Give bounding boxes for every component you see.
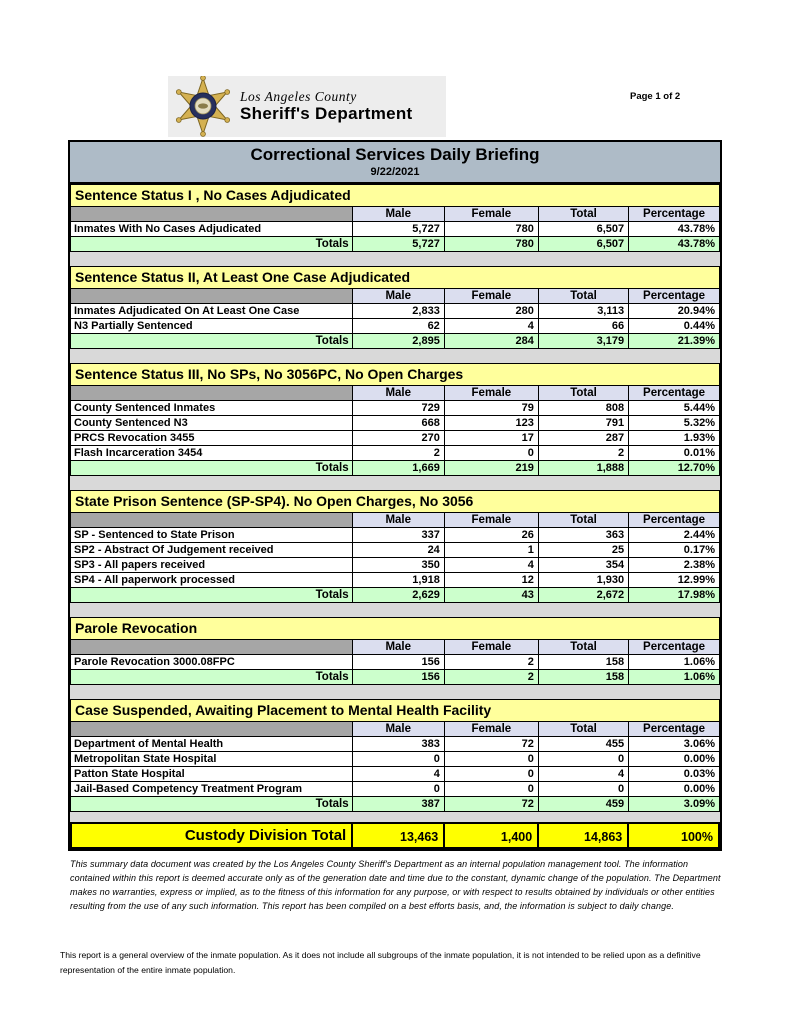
section-title-row: [71, 700, 720, 722]
cell-female: 284: [444, 334, 538, 349]
column-header-row: [71, 640, 720, 655]
column-header-blank: [71, 640, 353, 655]
cell-total: 287: [538, 431, 628, 446]
cell-percentage: 5.44%: [629, 401, 720, 416]
column-header: Total: [538, 386, 628, 401]
cell-female: 0: [444, 782, 538, 797]
column-header: Female: [444, 513, 538, 528]
column-header: Percentage: [629, 513, 720, 528]
table-row: [71, 767, 720, 782]
cell-male: 350: [352, 558, 444, 573]
cell-male: 156: [352, 655, 444, 670]
table-row: [71, 573, 720, 588]
section-table: [70, 617, 720, 685]
cell-total: 363: [538, 528, 628, 543]
table-row: [71, 528, 720, 543]
cell-percentage: 2.38%: [629, 558, 720, 573]
totals-row: [71, 237, 720, 252]
cell-male: 387: [352, 797, 444, 812]
cell-total: 0: [538, 782, 628, 797]
sections-host: [70, 184, 720, 812]
column-header-blank: [71, 722, 353, 737]
cell-total: 808: [538, 401, 628, 416]
column-header: Total: [538, 513, 628, 528]
cell-percentage: 3.09%: [629, 797, 720, 812]
page-number-label: Page 1 of 2: [630, 91, 681, 102]
cell-percentage: 3.06%: [629, 737, 720, 752]
cell-percentage: 1.06%: [629, 670, 720, 685]
section-title: State Prison Sentence (SP-SP4). No Open Charges, No 3056: [71, 491, 720, 513]
totals-row: [71, 588, 720, 603]
cell-percentage: 1.93%: [629, 431, 720, 446]
row-label: Totals: [71, 670, 353, 685]
cell-female: 280: [444, 304, 538, 319]
column-header: Percentage: [629, 722, 720, 737]
column-header: Total: [538, 207, 628, 222]
cell-female: 219: [444, 461, 538, 476]
cell-male: 156: [352, 670, 444, 685]
column-header-row: [71, 289, 720, 304]
cell-male: 5,727: [352, 237, 444, 252]
row-label: SP - Sentenced to State Prison: [71, 528, 353, 543]
table-row: [71, 222, 720, 237]
section-title-row: [71, 491, 720, 513]
cell-total: 158: [538, 655, 628, 670]
cell-total: 791: [538, 416, 628, 431]
column-header: Male: [352, 289, 444, 304]
cell-male: 729: [352, 401, 444, 416]
row-label: PRCS Revocation 3455: [71, 431, 353, 446]
column-header: Female: [444, 289, 538, 304]
section-table: [70, 184, 720, 252]
table-row: [71, 401, 720, 416]
section-table: [70, 363, 720, 476]
column-header: Female: [444, 386, 538, 401]
section-title: Sentence Status III, No SPs, No 3056PC, No Open Charges: [71, 364, 720, 386]
cell-female: 12: [444, 573, 538, 588]
row-label: Totals: [71, 797, 353, 812]
custody-division-total-table: [70, 822, 720, 849]
cell-male: 270: [352, 431, 444, 446]
table-row: [71, 431, 720, 446]
column-header-row: [71, 722, 720, 737]
cell-female: 17: [444, 431, 538, 446]
column-header: Male: [352, 640, 444, 655]
cell-percentage: 5.32%: [629, 416, 720, 431]
cell-female: 43: [444, 588, 538, 603]
row-label: Inmates With No Cases Adjudicated: [71, 222, 353, 237]
table-row: [71, 543, 720, 558]
cell-female: 123: [444, 416, 538, 431]
column-header: Male: [352, 386, 444, 401]
row-label: SP3 - All papers received: [71, 558, 353, 573]
cell-total: 66: [538, 319, 628, 334]
disclaimer-text: This summary data document was created by the Los Angeles County Sheriff's Department as an internal population management tool. The information contained within this report is deemed accurate only as of the generation date and time due to the constant, dynamic change of the population. The Department makes no warranties, express or implied, as to the fitness of this information for any purpose, or with respect to results obtained by individuals or other entities resulting from the use of any such information. This report has been compiled on a best efforts basis, and, the information is subject to daily change.: [70, 859, 721, 911]
cell-female: 72: [444, 737, 538, 752]
section-title-row: [71, 618, 720, 640]
section-title: Sentence Status II, At Least One Case Adjudicated: [71, 267, 720, 289]
column-header-blank: [71, 386, 353, 401]
row-label: Totals: [71, 237, 353, 252]
cell-male: 2,833: [352, 304, 444, 319]
column-header: Percentage: [629, 289, 720, 304]
table-row: [71, 752, 720, 767]
section-title-row: [71, 364, 720, 386]
row-label: Inmates Adjudicated On At Least One Case: [71, 304, 353, 319]
table-row: [71, 737, 720, 752]
cell-male: 62: [352, 319, 444, 334]
column-header-blank: [71, 513, 353, 528]
cell-percentage: 0.00%: [629, 752, 720, 767]
cell-total: 1,888: [538, 461, 628, 476]
cell-total: 25: [538, 543, 628, 558]
cell-female: 780: [444, 237, 538, 252]
row-label: County Sentenced Inmates: [71, 401, 353, 416]
cell-percentage: 0.01%: [629, 446, 720, 461]
cell-female: 0: [444, 767, 538, 782]
cell-total: 3,113: [538, 304, 628, 319]
cell-male: 668: [352, 416, 444, 431]
row-label: Parole Revocation 3000.08FPC: [71, 655, 353, 670]
totals-row: [71, 670, 720, 685]
cell-female: 4: [444, 558, 538, 573]
column-header-blank: [71, 207, 353, 222]
cell-male: 1,918: [352, 573, 444, 588]
table-row: [71, 416, 720, 431]
cell-male: 24: [352, 543, 444, 558]
section-title: Parole Revocation: [71, 618, 720, 640]
cell-percentage: 43.78%: [629, 222, 720, 237]
cell-percentage: 0.17%: [629, 543, 720, 558]
cell-percentage: 1.06%: [629, 655, 720, 670]
cell-female: 79: [444, 401, 538, 416]
table-row: [71, 558, 720, 573]
table-row: [71, 319, 720, 334]
cell-total: 0: [538, 752, 628, 767]
agency-logo: [168, 76, 446, 137]
column-header-row: [71, 386, 720, 401]
row-label: Flash Incarceration 3454: [71, 446, 353, 461]
report-box: [68, 140, 722, 851]
cell-male: 4: [352, 767, 444, 782]
cell-total: 354: [538, 558, 628, 573]
row-label: N3 Partially Sentenced: [71, 319, 353, 334]
column-header: Total: [538, 289, 628, 304]
row-label: Department of Mental Health: [71, 737, 353, 752]
column-header: Male: [352, 722, 444, 737]
cell-total: 6,507: [538, 237, 628, 252]
cell-male: 383: [352, 737, 444, 752]
column-header: Percentage: [629, 386, 720, 401]
table-row: [71, 655, 720, 670]
column-header-row: [71, 207, 720, 222]
cell-female: 26: [444, 528, 538, 543]
cell-total: 3,179: [538, 334, 628, 349]
report-title: Correctional Services Daily Briefing: [250, 145, 540, 164]
cell-percentage: 0.44%: [629, 319, 720, 334]
grand-total-male: 13,463: [352, 823, 444, 848]
logo-county-text: Los Angeles County: [240, 88, 357, 104]
row-label: Patton State Hospital: [71, 767, 353, 782]
column-header: Percentage: [629, 640, 720, 655]
totals-row: [71, 334, 720, 349]
grand-total-percentage: 100%: [628, 823, 719, 848]
grand-total-female: 1,400: [444, 823, 538, 848]
row-label: SP4 - All paperwork processed: [71, 573, 353, 588]
cell-total: 2,672: [538, 588, 628, 603]
column-header: Female: [444, 207, 538, 222]
row-label: County Sentenced N3: [71, 416, 353, 431]
cell-female: 0: [444, 752, 538, 767]
section-table: [70, 699, 720, 812]
totals-row: [71, 797, 720, 812]
cell-female: 2: [444, 655, 538, 670]
cell-percentage: 0.00%: [629, 782, 720, 797]
cell-percentage: 17.98%: [629, 588, 720, 603]
section-title: Case Suspended, Awaiting Placement to Mental Health Facility: [71, 700, 720, 722]
section-table: [70, 490, 720, 603]
section-title-row: [71, 185, 720, 207]
cell-male: 2,629: [352, 588, 444, 603]
column-header-row: [71, 513, 720, 528]
custody-division-total-row: [71, 823, 719, 848]
column-header: Female: [444, 640, 538, 655]
cell-percentage: 43.78%: [629, 237, 720, 252]
column-header: Female: [444, 722, 538, 737]
section-title: Sentence Status I , No Cases Adjudicated: [71, 185, 720, 207]
footnote-text: This report is a general overview of the inmate population. As it does not include all subgroups of the inmate population, it is not intended to be relied upon as a definitive representation of the entire inmate population.: [60, 950, 701, 975]
row-label: Totals: [71, 334, 353, 349]
logo-department-text: Sheriff's Department: [240, 104, 413, 124]
cell-percentage: 12.99%: [629, 573, 720, 588]
cell-percentage: 21.39%: [629, 334, 720, 349]
cell-female: 1: [444, 543, 538, 558]
column-header: Total: [538, 722, 628, 737]
section-table: [70, 266, 720, 349]
cell-total: 1,930: [538, 573, 628, 588]
cell-percentage: 0.03%: [629, 767, 720, 782]
column-header-blank: [71, 289, 353, 304]
totals-row: [71, 461, 720, 476]
cell-total: 158: [538, 670, 628, 685]
cell-total: 4: [538, 767, 628, 782]
cell-male: 337: [352, 528, 444, 543]
cell-total: 455: [538, 737, 628, 752]
cell-percentage: 2.44%: [629, 528, 720, 543]
row-label: Metropolitan State Hospital: [71, 752, 353, 767]
cell-male: 5,727: [352, 222, 444, 237]
cell-male: 2,895: [352, 334, 444, 349]
row-label: SP2 - Abstract Of Judgement received: [71, 543, 353, 558]
cell-male: 0: [352, 782, 444, 797]
column-header: Male: [352, 207, 444, 222]
grand-total-total: 14,863: [538, 823, 628, 848]
table-row: [71, 304, 720, 319]
cell-total: 459: [538, 797, 628, 812]
cell-male: 0: [352, 752, 444, 767]
cell-female: 780: [444, 222, 538, 237]
cell-male: 1,669: [352, 461, 444, 476]
column-header: Male: [352, 513, 444, 528]
report-date: 9/22/2021: [370, 166, 420, 178]
cell-percentage: 20.94%: [629, 304, 720, 319]
column-header: Total: [538, 640, 628, 655]
cell-total: 2: [538, 446, 628, 461]
table-row: [71, 446, 720, 461]
cell-percentage: 12.70%: [629, 461, 720, 476]
row-label: Totals: [71, 588, 353, 603]
cell-total: 6,507: [538, 222, 628, 237]
cell-female: 72: [444, 797, 538, 812]
cell-female: 0: [444, 446, 538, 461]
column-header: Percentage: [629, 207, 720, 222]
sheriff-star-badge-icon: [173, 76, 233, 138]
section-title-row: [71, 267, 720, 289]
report-title-bar: [70, 142, 720, 184]
row-label: Totals: [71, 461, 353, 476]
table-row: [71, 782, 720, 797]
cell-female: 2: [444, 670, 538, 685]
cell-female: 4: [444, 319, 538, 334]
row-label: Jail-Based Competency Treatment Program: [71, 782, 353, 797]
cell-male: 2: [352, 446, 444, 461]
grand-total-label: Custody Division Total: [71, 823, 352, 848]
